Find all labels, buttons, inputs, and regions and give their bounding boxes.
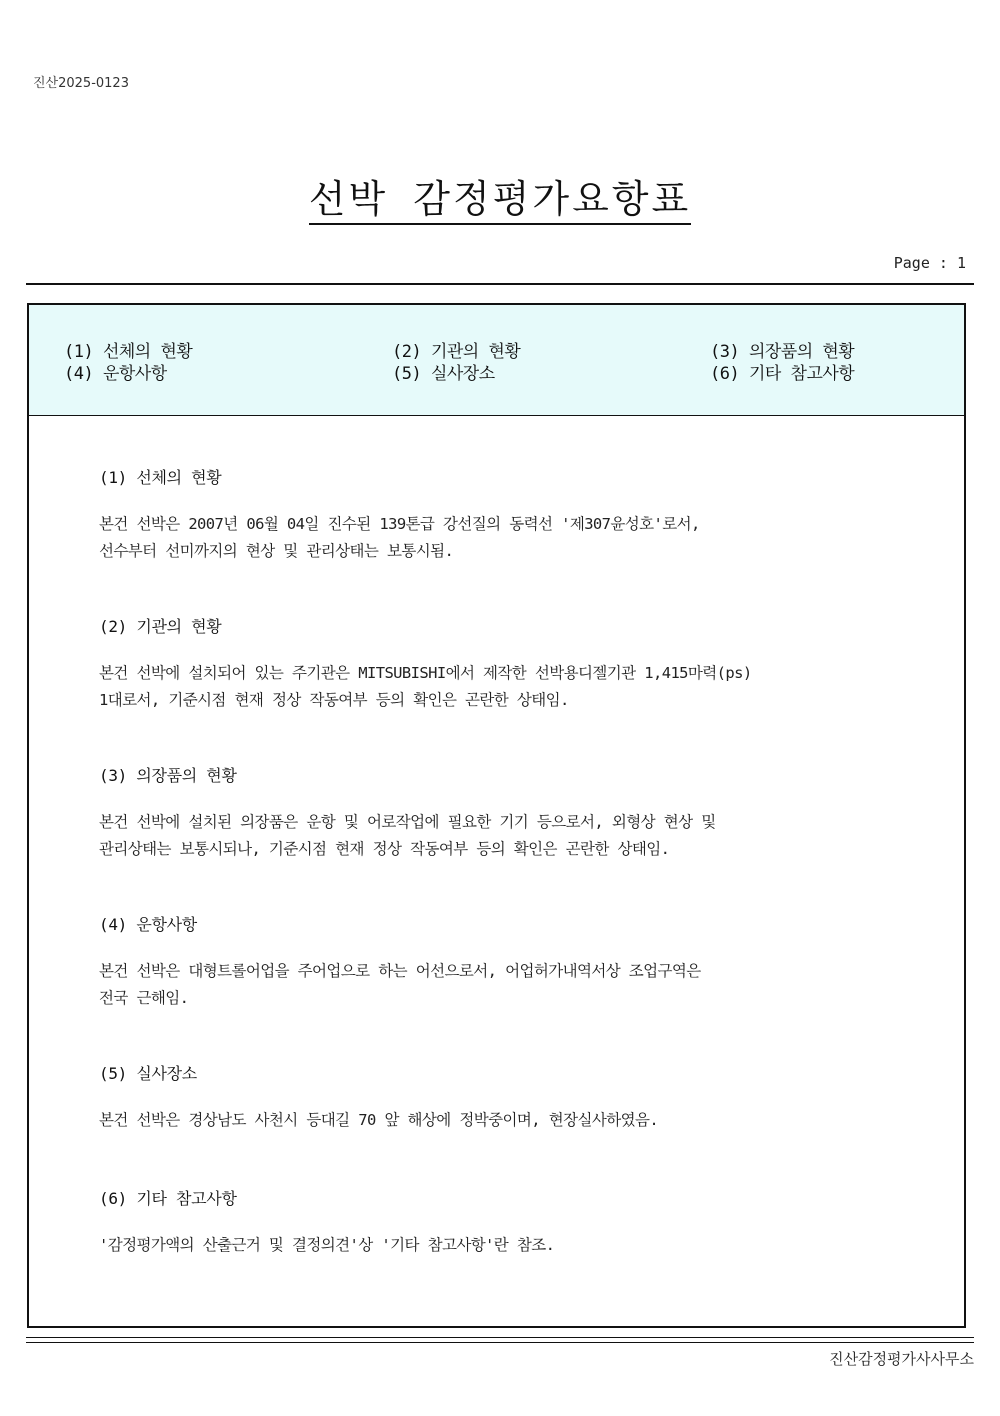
document-number: 진산2025-0123 bbox=[33, 76, 129, 91]
page-title-text: 선박 감정평가요항표 bbox=[309, 177, 691, 225]
section-body-inspection-site bbox=[99, 1107, 899, 1134]
content-frame bbox=[27, 303, 966, 1328]
section-title-hull: (1) 선체의 현황 bbox=[99, 468, 222, 487]
toc-item-engine: (2) 기관의 현황 bbox=[392, 342, 521, 362]
text-line: 관리상태는 보통시되나, 기준시점 현재 정상 작동여부 등의 확인은 곤란한 상태임. bbox=[99, 840, 670, 858]
text-line: 본건 선박은 경상남도 사천시 등대길 70 앞 해상에 정박중이며, 현장실사하였음. bbox=[99, 1111, 659, 1129]
section-title-engine: (2) 기관의 현황 bbox=[99, 617, 222, 636]
section-body-operation bbox=[99, 958, 899, 1012]
toc-item-equipment: (3) 의장품의 현황 bbox=[710, 342, 855, 362]
section-title-other-notes: (6) 기타 참고사항 bbox=[99, 1189, 237, 1208]
text-line: 본건 선박에 설치된 의장품은 운항 및 어로작업에 필요한 기기 등으로서, 외형상 현상 및 bbox=[99, 813, 716, 831]
page-number: Page : 1 bbox=[893, 254, 966, 272]
text-line: 1대로서, 기준시점 현재 정상 작동여부 등의 확인은 곤란한 상태임. bbox=[99, 691, 569, 709]
section-body-hull bbox=[99, 511, 899, 565]
section-title-operation: (4) 운항사항 bbox=[99, 915, 197, 934]
section-title-equipment: (3) 의장품의 현황 bbox=[99, 766, 237, 785]
section-body-equipment bbox=[99, 809, 899, 863]
bottom-divider-double bbox=[26, 1342, 974, 1343]
page-title bbox=[0, 168, 1000, 223]
text-line: 본건 선박은 2007년 06월 04일 진수된 139톤급 강선질의 동력선 '제307윤성호'로서, bbox=[99, 515, 700, 533]
top-divider bbox=[26, 283, 974, 285]
text-line: 본건 선박은 대형트롤어업을 주어업으로 하는 어선으로서, 어업허가내역서상 조업구역은 bbox=[99, 962, 701, 980]
section-title-inspection-site: (5) 실사장소 bbox=[99, 1064, 197, 1083]
office-name: 진산감정평가사사무소 bbox=[829, 1350, 974, 1368]
toc-item-inspection-site: (5) 실사장소 bbox=[392, 364, 495, 384]
text-line: '감정평가액의 산출근거 및 결정의견'상 '기타 참고사항'란 참조. bbox=[99, 1236, 555, 1254]
text-line: 본건 선박에 설치되어 있는 주기관은 MITSUBISHI에서 제작한 선박용디젤기관 1,415마력(ps) bbox=[99, 664, 752, 682]
toc-item-operation: (4) 운항사항 bbox=[64, 364, 167, 384]
toc-item-hull: (1) 선체의 현황 bbox=[64, 342, 193, 362]
section-body-engine bbox=[99, 660, 899, 714]
text-line: 선수부터 선미까지의 현상 및 관리상태는 보통시됨. bbox=[99, 542, 454, 560]
text-line: 전국 근해임. bbox=[99, 989, 189, 1007]
toc-item-other-notes: (6) 기타 참고사항 bbox=[710, 364, 855, 384]
bottom-divider bbox=[26, 1337, 974, 1338]
section-body-other-notes bbox=[99, 1232, 899, 1259]
table-of-contents bbox=[29, 305, 964, 416]
